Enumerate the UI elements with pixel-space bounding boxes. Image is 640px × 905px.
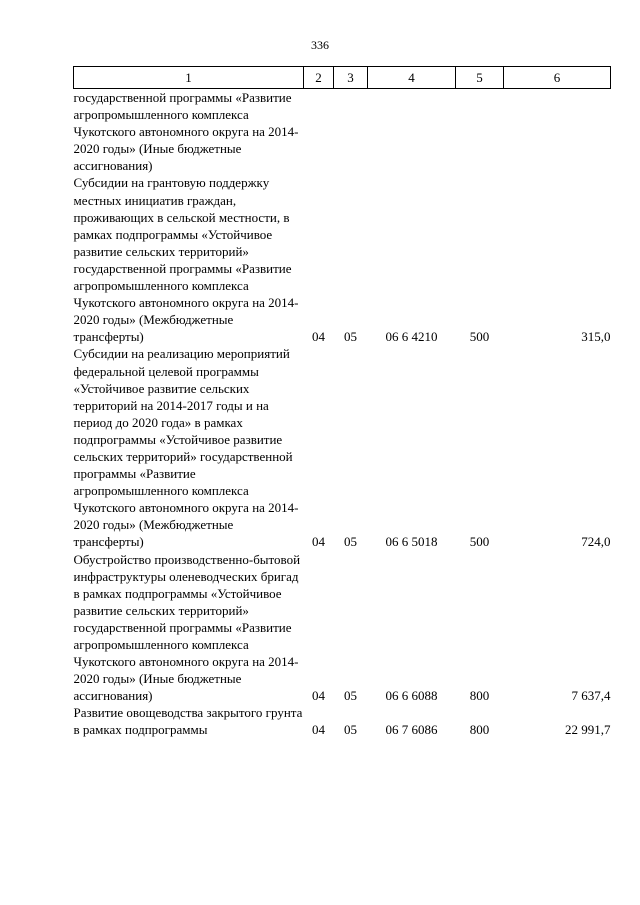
row-expense-type: 500 xyxy=(469,329,490,345)
row-expense-type: 500 xyxy=(469,534,490,550)
header-col-1: 1 xyxy=(74,67,304,89)
header-col-3: 3 xyxy=(334,67,368,89)
row-amount: 315,0 xyxy=(581,329,611,345)
header-col-4: 4 xyxy=(368,67,456,89)
row-amount: 724,0 xyxy=(581,534,611,550)
row-amount xyxy=(504,89,611,175)
header-col-5: 5 xyxy=(456,67,504,89)
row-amount: 22 991,7 xyxy=(565,722,611,738)
row-target-code: 06 6 5018 xyxy=(385,534,438,550)
row-subsection: 05 xyxy=(344,722,357,738)
row-name: Субсидии на реализацию мероприятий федеральной целевой программы «Устойчивое развитие сельских территорий на 2014-2017 годы и на период до 2020 года» в рамках подпрограммы «Устойчивое развитие сельских территорий» государственной программы «Развитие агропромышленного комплекса Чукотского автономного округа на 2014-2020 годы» (Межбюджетные трансферты) xyxy=(73,346,299,550)
row-name: Обустройство производственно-бытовой инфраструктуры оленеводческих бригад в рамках подпрограммы «Устойчивое развитие сельских территорий» государственной программы «Развитие агропромышленного комплекса Чукотского автономного округа на 2014-2020 годы» (Иные бюджетные ассигнования) xyxy=(73,551,301,704)
row-target-code: 06 6 6088 xyxy=(385,688,438,704)
table-row xyxy=(74,551,611,705)
header-col-6: 6 xyxy=(504,67,611,89)
page-number: 336 xyxy=(311,38,329,52)
row-subsection: 05 xyxy=(344,329,357,345)
row-subsection: 05 xyxy=(344,688,357,704)
table-row xyxy=(74,345,611,550)
row-name: Развитие овощеводства закрытого грунта в рамках подпрограммы xyxy=(73,705,303,738)
row-section xyxy=(304,89,334,175)
table-header-row xyxy=(74,67,611,89)
row-section: 04 xyxy=(312,329,325,345)
row-subsection: 05 xyxy=(344,534,357,550)
table-row xyxy=(74,174,611,345)
row-amount: 7 637,4 xyxy=(571,688,611,704)
row-section: 04 xyxy=(312,722,325,738)
row-expense-type xyxy=(456,89,504,175)
row-target-code: 06 6 4210 xyxy=(385,329,438,345)
budget-table xyxy=(73,66,611,739)
table-row xyxy=(74,89,611,175)
header-col-2: 2 xyxy=(304,67,334,89)
row-section: 04 xyxy=(312,534,325,550)
row-target-code: 06 7 6086 xyxy=(385,722,438,738)
row-name: Субсидии на грантовую поддержку местных инициатив граждан, проживающих в сельской местности, в рамках подпрограммы «Устойчивое развитие сельских территорий» государственной программы «Развитие агропромышленного комплекса Чукотского автономного округа на 2014-2020 годы» (Межбюджетные трансферты) xyxy=(73,175,299,345)
row-expense-type: 800 xyxy=(469,688,490,704)
row-expense-type: 800 xyxy=(469,722,490,738)
row-subsection xyxy=(334,89,368,175)
row-section: 04 xyxy=(312,688,325,704)
row-target-code xyxy=(368,89,456,175)
table-row xyxy=(74,704,611,738)
row-name: государственной программы «Развитие агропромышленного комплекса Чукотского автономного округа на 2014-2020 годы» (Иные бюджетные ассигнования) xyxy=(73,90,299,174)
